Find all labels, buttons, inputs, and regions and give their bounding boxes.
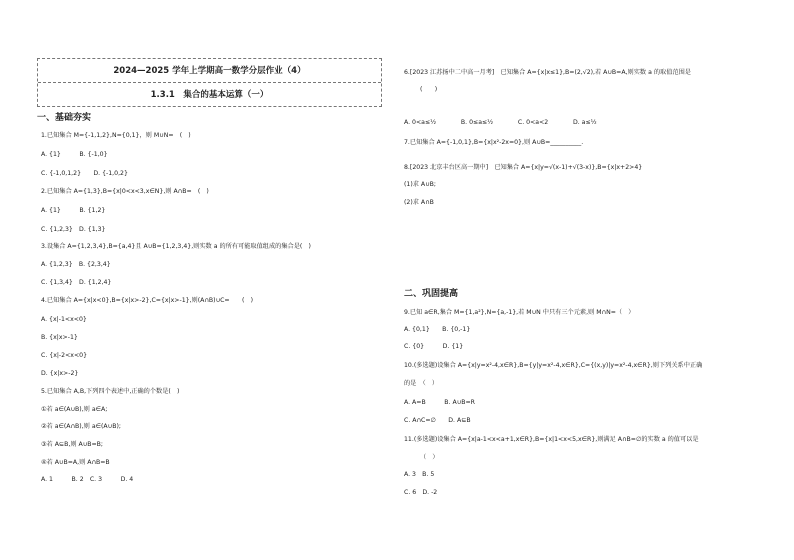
- option-line: A. 0<a≤½ B. 0≤a≤½ C. 0<a<2 D. a≤½: [404, 119, 597, 126]
- statement-line: ②若 a∈(A∩B),则 a∈(A∪B);: [41, 423, 121, 430]
- option-line: B. {x|x>-1}: [41, 334, 78, 341]
- option-line: C. {1,2,3} D. {1,3}: [41, 226, 106, 233]
- question-line: 6.[2023 江苏扬中二中高一月考] 已知集合 A={x|x≤1},B=(2,√2),若 A∪B=A,则实数 a 的取值范围是: [404, 69, 691, 76]
- header-divider: [38, 82, 381, 83]
- subquestion-line: (1)求 A∪B;: [404, 181, 437, 188]
- answer-parenthesis: ( ): [420, 86, 438, 93]
- question-line: 8.[2023 北京丰台区高一期中] 已知集合 A={x|y=√(x-1)+√(3-x)},B={x|x+2>4}: [404, 164, 643, 171]
- question-line-cont: 的是 （ ）: [404, 380, 439, 387]
- option-line: A. {1} B. {1,2}: [41, 207, 106, 214]
- statement-line: ③若 A⊆B,则 A∪B=B;: [41, 441, 104, 448]
- question-line: 9.已知 a∈R,集合 M={1,a²},N={a,-1},若 M∪N 中只有三个元素,则 M∩N=（ ）: [404, 309, 635, 316]
- option-line: C. A∩C=∅ D. A⊆B: [404, 417, 471, 424]
- subquestion-line: (2)求 A∩B: [404, 199, 434, 206]
- header-box: [37, 58, 382, 107]
- question-line: 10.(多选题)设集合 A={x|y=x²-4,x∈R},B={y|y=x²-4,x∈R},C={(x,y)|y=x²-4,x∈R},则下列关系中正确: [404, 362, 703, 369]
- option-line: D. {x|x>-2}: [41, 370, 79, 377]
- lesson-subtitle: 1.3.1 集合的基本运算（一）: [150, 90, 269, 100]
- option-line: A. 1 B. 2 C. 3 D. 4: [41, 476, 134, 483]
- question-line: 3.设集合 A={1,2,3,4},B={a,4}且 A∪B={1,2,3,4},则实数 a 的所有可能取值组成的集合是( ): [41, 243, 311, 250]
- section-consolidate: 二、巩固提高: [404, 289, 459, 299]
- option-line: C. {0} D. {1}: [404, 343, 464, 350]
- question-line: 7.已知集合 A={-1,0,1},B={x|x²-2x=0},则 A∪B=__________.: [404, 139, 584, 146]
- question-line: 4.已知集合 A={x|x<0},B={x|x>-2},C={x|x>-1},则(A∩B)∪C= ( ): [41, 297, 253, 304]
- option-line: A. {0,1} B. {0,-1}: [404, 326, 471, 333]
- section-basic: 一、基础夯实: [37, 113, 92, 123]
- question-line: 1.已知集合 M={-1,1,2},N={0,1}，则 M∪N= ( ): [41, 132, 191, 139]
- option-line: A. {1} B. {-1,0}: [41, 151, 108, 158]
- statement-line: ①若 a∈(A∪B),则 a∈A;: [41, 406, 108, 413]
- question-line: 11.(多选题)设集合 A={x|a-1<x<a+1,x∈R},B={x|1<x<5,x∈R},则满足 A∩B=∅的实数 a 的值可以是: [404, 436, 699, 443]
- question-line: 2.已知集合 A={1,3},B={x|0<x<3,x∈N},则 A∩B= ( ): [41, 188, 209, 195]
- option-line: C. {-1,0,1,2} D. {-1,0,2}: [41, 170, 128, 177]
- option-line: C. {x|-2<x<0}: [41, 352, 88, 359]
- option-line: C. {1,3,4} D. {1,2,4}: [41, 279, 112, 286]
- question-line: 5.已知集合 A,B,下列四个表述中,正确的个数是( ): [41, 388, 180, 395]
- worksheet-title: 2024—2025 学年上学期高一数学分层作业（4）: [113, 66, 306, 76]
- option-line: A. A=B B. A∪B=R: [404, 399, 475, 406]
- answer-parenthesis: （ ）: [420, 454, 439, 461]
- statement-line: ④若 A∪B=A,则 A∩B=B: [41, 459, 110, 466]
- option-line: A. 3 B. 5: [404, 471, 435, 478]
- option-line: A. {x|-1<x<0}: [41, 316, 87, 323]
- option-line: C. 6 D. -2: [404, 489, 438, 496]
- option-line: A. {1,2,3} B. {2,3,4}: [41, 261, 111, 268]
